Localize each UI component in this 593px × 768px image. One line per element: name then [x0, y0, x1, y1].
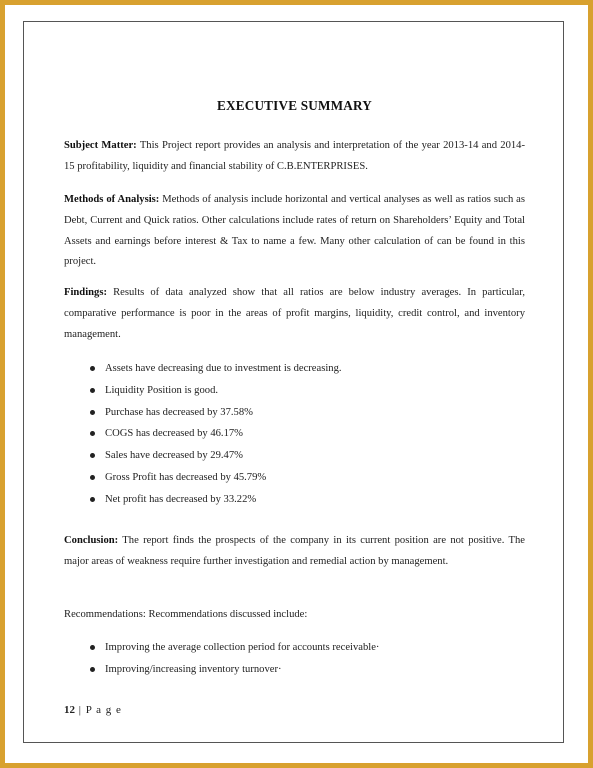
list-item: Improving/increasing inventory turnover·: [64, 659, 525, 681]
findings-bullet-list: [64, 358, 525, 511]
recommendations-bullet-list: [64, 637, 525, 681]
conclusion-label: Conclusion:: [64, 535, 119, 546]
page-footer: [64, 704, 122, 716]
conclusion-paragraph: [64, 531, 525, 573]
page-number: 12: [64, 704, 75, 716]
page-title: EXECUTIVE SUMMARY: [217, 98, 372, 113]
bullet-icon: [90, 667, 95, 672]
recommendations-intro: Recommendations: Recommendations discussed include:: [64, 609, 308, 620]
list-item: Improving the average collection period for accounts receivable·: [64, 637, 525, 659]
bullet-icon: [90, 431, 95, 436]
list-item: COGS has decreased by 46.17%: [64, 423, 525, 445]
list-item: Sales have decreased by 29.47%: [64, 445, 525, 467]
bullet-icon: [90, 410, 95, 415]
conclusion-text: The report finds the prospects of the company in its current position are not positive. The major areas of weakness require further investigation and remedial action by management.: [64, 535, 525, 567]
bullet-icon: [90, 497, 95, 502]
subject-label: Subject Matter:: [64, 140, 137, 151]
list-item: Gross Profit has decreased by 45.79%: [64, 467, 525, 489]
bullet-icon: [90, 388, 95, 393]
subject-paragraph: [64, 136, 525, 178]
bullet-icon: [90, 453, 95, 458]
methods-text: Methods of analysis include horizontal and vertical analyses as well as ratios such as Debt, Current and Quick ratios. Other calculations include rates of return on Shareholders’ Equity and Total Assets and earnings before interest & Tax to name a few. Many other calculation of can be found in this project.: [64, 194, 525, 268]
methods-paragraph: [64, 190, 525, 273]
list-item: Purchase has decreased by 37.58%: [64, 402, 525, 424]
bullet-icon: [90, 645, 95, 650]
list-item: Net profit has decreased by 33.22%: [64, 489, 525, 511]
page-label: | P a g e: [75, 704, 122, 716]
findings-label: Findings:: [64, 287, 107, 298]
methods-label: Methods of Analysis:: [64, 194, 160, 205]
findings-text: Results of data analyzed show that all ratios are below industry averages. In particular, comparative performance is poor in the areas of profit margins, liquidity, credit control, and inventory management.: [64, 287, 525, 340]
list-item: Liquidity Position is good.: [64, 380, 525, 402]
subject-text: This Project report provides an analysis and interpretation of the year 2013-14 and 2014-15 profitability, liquidity and financial stability of C.B.ENTERPRISES.: [64, 140, 525, 172]
bullet-icon: [90, 366, 95, 371]
findings-paragraph: [64, 283, 525, 345]
list-item: Assets have decreasing due to investment is decreasing.: [64, 358, 525, 380]
bullet-icon: [90, 475, 95, 480]
